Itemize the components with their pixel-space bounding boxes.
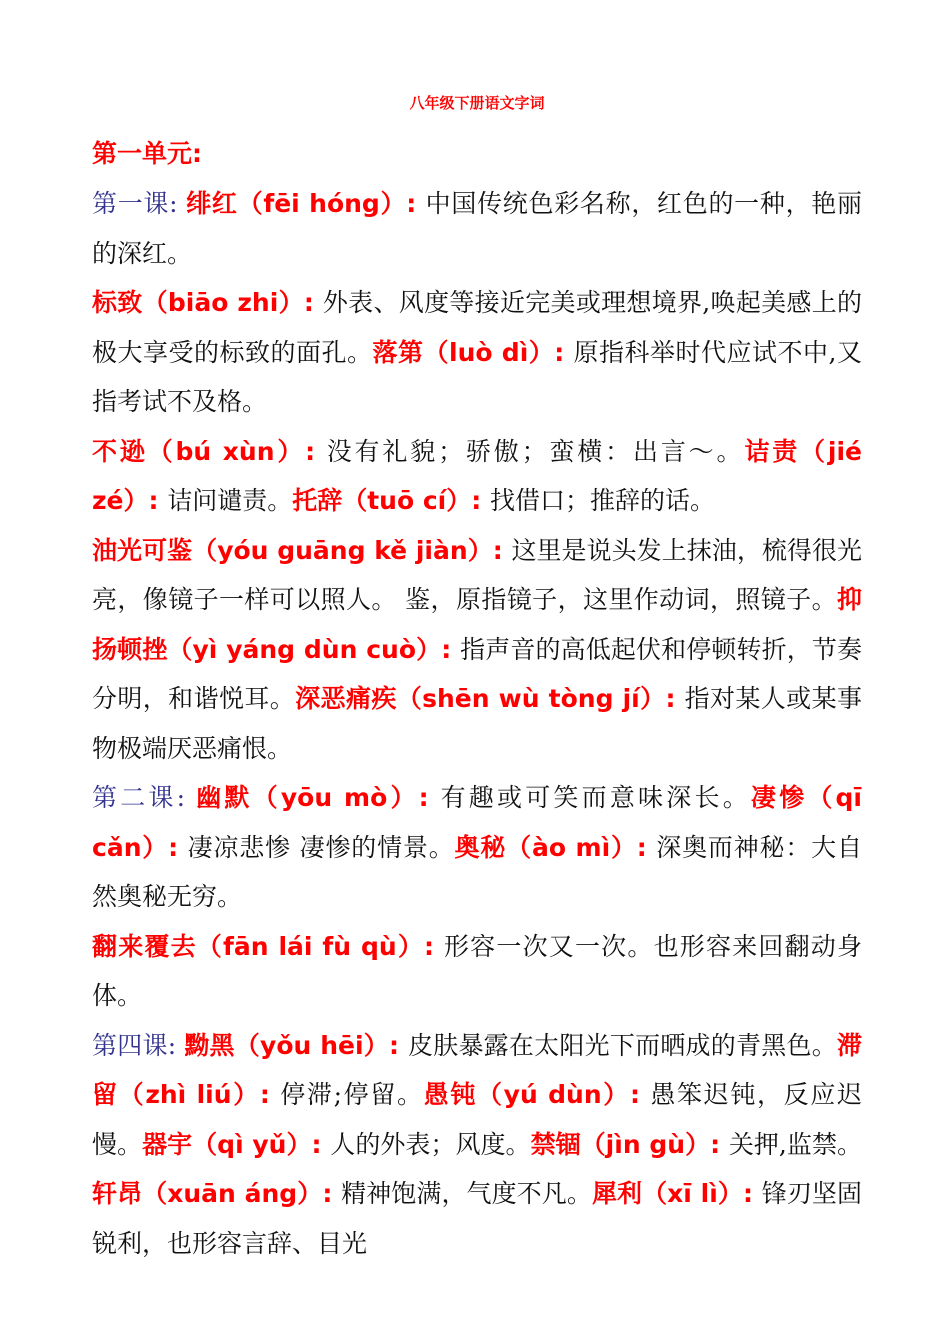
lesson-label: 第二课: xyxy=(92,783,197,812)
paragraph xyxy=(92,526,862,774)
term-headword: 黝黑（yǒu hēi）: xyxy=(184,1030,408,1060)
definition-text: 外表、风度等接近完美或理想境界,唤起美感上的极大享受的标致的面孔。 xyxy=(92,288,862,367)
paragraph xyxy=(92,773,862,922)
document-title: 八年级下册语文字词 xyxy=(409,94,545,112)
term-headword: 托辞（tuō cí）: xyxy=(292,486,490,515)
definition-text: 关押,监禁。 xyxy=(728,1129,862,1159)
definition-text: 停滞;停留。 xyxy=(280,1080,424,1109)
definition-text: 指声音的高低起伏和停顿转折，节奏分明，和谐悦耳。 xyxy=(92,634,862,713)
unit-heading: 第一单元: xyxy=(92,139,202,168)
paragraph xyxy=(92,179,862,278)
lesson-label: 第四课: xyxy=(92,1030,185,1060)
definition-text: 诘问谴责。 xyxy=(167,486,293,515)
definition-text: 凄凉悲惨 凄惨的情景。 xyxy=(187,832,455,862)
term-headword: 绯红（fēi hóng）: xyxy=(186,189,426,218)
term-headword: 器宇（qì yǔ）: xyxy=(142,1129,331,1159)
definition-text: 形容一次又一次。也形容来回翻动身体。 xyxy=(92,931,862,1010)
definition-text: 深奥而神秘：大自然奥秘无穷。 xyxy=(92,832,862,911)
definition-text: 中国传统色彩名称，红色的一种，艳丽的深红。 xyxy=(92,189,862,268)
paragraph xyxy=(92,922,862,1021)
definition-text: 锋刃坚固锐利，也形容言辞、目光 xyxy=(92,1179,862,1258)
term-headword: 抑扬顿挫（yì yáng dùn cuò）: xyxy=(92,585,862,664)
definition-text: 愚笨迟钝，反应迟慢。 xyxy=(92,1080,862,1159)
definition-text: 没有礼貌；骄傲；蛮横：出言～。 xyxy=(326,436,745,466)
term-headword: 不逊（bú xùn）: xyxy=(92,436,327,466)
term-headword: 落第（luò dì）: xyxy=(372,337,574,367)
definition-text: 皮肤暴露在太阳光下而晒成的青黑色。 xyxy=(407,1030,837,1060)
definition-text: 人的外表；风度。 xyxy=(330,1129,531,1159)
term-headword: 翻来覆去（fān lái fù qù）: xyxy=(92,931,444,961)
definition-text: 这里是说头发上抹油，梳得很光亮，像镜子一样可以照人。 鉴，原指镜子，这里作动词，照镜子。 xyxy=(92,535,862,614)
paragraph xyxy=(92,1021,862,1269)
definition-text: 找借口；推辞的话。 xyxy=(489,486,715,515)
document-body xyxy=(92,179,862,1268)
term-headword: 轩昂（xuān áng）: xyxy=(92,1179,342,1208)
term-headword: 标致（biāo zhi）: xyxy=(92,288,323,317)
definition-text: 原指科举时代应试不中,又指考试不及格。 xyxy=(92,337,862,416)
term-headword: 奥秘（ào mì）: xyxy=(454,832,657,862)
term-headword: 诘责（jié zé）: xyxy=(92,436,862,515)
term-headword: 凄惨（qī cǎn）: xyxy=(92,783,862,862)
term-headword: 愚钝（yú dùn）: xyxy=(423,1080,651,1109)
paragraph xyxy=(92,278,862,427)
paragraph xyxy=(92,427,862,526)
term-headword: 滞留（zhì liú）: xyxy=(92,1030,862,1109)
definition-text: 精神饱满，气度不凡。 xyxy=(341,1179,592,1208)
lesson-label: 第一课: xyxy=(92,189,187,218)
term-headword: 禁锢（jìn gù）: xyxy=(530,1129,729,1159)
term-headword: 深恶痛疾（shēn wù tòng jí）: xyxy=(295,684,685,713)
definition-text: 指对某人或某事物极端厌恶痛恨。 xyxy=(92,684,862,763)
definition-text: 有趣或可笑而意味深长。 xyxy=(440,783,751,812)
term-headword: 油光可鉴（yóu guāng kě jiàn）: xyxy=(92,535,512,565)
term-headword: 幽默（yōu mò）: xyxy=(196,783,441,812)
term-headword: 犀利（xī lì）: xyxy=(591,1179,762,1208)
